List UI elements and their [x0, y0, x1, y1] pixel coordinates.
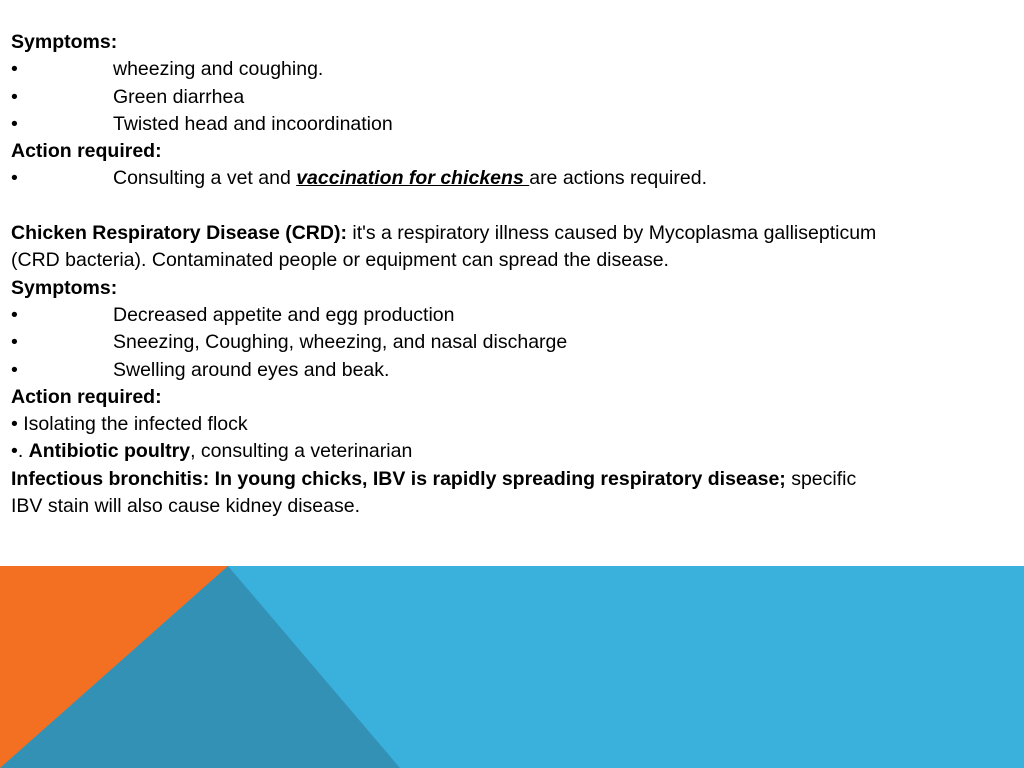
bullet-icon: • [11, 167, 18, 190]
crd-symptom-item-3 [11, 357, 1021, 384]
ibv-paragraph-line1 [11, 466, 1021, 493]
ibv-description-1: specific [785, 467, 857, 490]
crd-title: Chicken Respiratory Disease (CRD): [11, 222, 347, 245]
bullet-icon: • [11, 58, 18, 81]
paragraph-spacer [11, 193, 1021, 220]
symptoms-heading-1: Symptoms: [11, 31, 118, 53]
footer-shapes [0, 566, 1024, 768]
symptom-text: Decreased appetite and egg production [113, 303, 455, 326]
action-heading-2: Action required: [11, 385, 162, 408]
bullet-icon: • [11, 85, 18, 108]
crd-symptom-item-1 [11, 302, 1021, 329]
action2-suffix: , consulting a veterinarian [190, 440, 413, 463]
action-suffix: are actions required. [529, 167, 707, 190]
symptom-text: Green diarrhea [113, 85, 245, 108]
crd-action-item-2 [11, 438, 1021, 465]
action2-prefix: •. [11, 440, 29, 463]
crd-symptom-item-2 [11, 329, 1021, 356]
action-text [113, 165, 707, 192]
action-prefix: Consulting a vet and [113, 167, 297, 190]
bullet-icon: • [11, 303, 18, 326]
ibv-title: Infectious bronchitis: In young chicks, IBV is rapidly spreading respiratory disease; [11, 467, 786, 490]
symptom-text: Twisted head and incoordination [113, 112, 393, 135]
symptom-text: wheezing and coughing. [113, 58, 324, 81]
symptom-text: Sneezing, Coughing, wheezing, and nasal discharge [113, 331, 568, 354]
crd-description-1: it's a respiratory illness caused by Mycoplasma gallisepticum [346, 222, 877, 245]
vaccination-link[interactable]: vaccination for chickens [296, 167, 530, 190]
symptom-item-2 [11, 84, 1021, 111]
action-heading-1: Action required: [11, 140, 162, 163]
bullet-icon: • [11, 358, 18, 381]
crd-action-item-1: • Isolating the infected flock [11, 413, 248, 436]
crd-description-2: (CRD bacteria). Contaminated people or equipment can spread the disease. [11, 249, 669, 272]
symptom-item-1 [11, 56, 1021, 83]
bullet-icon: • [11, 331, 18, 354]
symptom-text: Swelling around eyes and beak. [113, 358, 390, 381]
action-item-1 [11, 165, 1021, 192]
bullet-icon: • [11, 112, 18, 135]
decorative-footer [0, 566, 1024, 768]
crd-paragraph-line1 [11, 220, 1021, 247]
slide-content [11, 29, 1021, 520]
antibiotic-poultry-text: Antibiotic poultry [28, 440, 191, 463]
ibv-description-2: IBV stain will also cause kidney disease. [11, 495, 361, 518]
symptom-item-3 [11, 111, 1021, 138]
symptoms-heading-2: Symptoms: [11, 276, 118, 299]
